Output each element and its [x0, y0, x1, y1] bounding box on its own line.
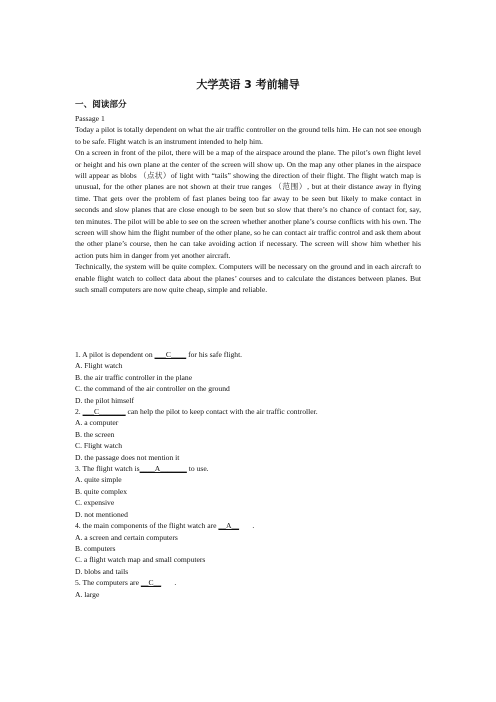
question-3-stem: 3. The flight watch is____A_______ to use.	[75, 464, 209, 474]
question-1-option-a: A. Flight watch	[75, 361, 123, 371]
question-2-option-d: D. the passage does not mention it	[75, 452, 180, 462]
question-2-stem: 2. ___C_______ can help the pilot to keep contact with the air traffic controller.	[75, 407, 318, 417]
question-1-stem: 1. A pilot is dependent on ___C____ for his safe flight.	[75, 350, 243, 359]
page-title: 大学英语 3 考前辅导	[196, 78, 300, 91]
passage-paragraph-3: Technically, the system will be quite complex. Computers will be necessary on the ground and in each aircraft to enable flight watch to collect data about the planes’ courses and to calculate the distances between planes. But such small computers are now quite cheap, simple and reliable.	[75, 262, 421, 295]
question-list	[75, 349, 421, 600]
question-1-option-b: B. the air traffic controller in the plane	[75, 372, 193, 382]
passage	[75, 113, 421, 296]
question-3-option-a: A. quite simple	[75, 475, 122, 485]
answer-blank: ____A_______	[139, 464, 187, 474]
question-2-option-a: A. a computer	[75, 418, 119, 428]
passage-label: Passage 1	[75, 114, 105, 123]
answer-blank: __C__	[140, 578, 162, 588]
question-3-option-d: D. not mentioned	[75, 509, 128, 519]
answer-blank: __A__	[218, 521, 240, 531]
question-4-option-a: A. a screen and certain computers	[75, 532, 178, 542]
question-4-stem: 4. the main components of the flight watch are __A__ .	[75, 521, 255, 531]
question-1-option-d: D. the pilot himself	[75, 395, 135, 405]
question-5-stem: 5. The computers are __C__ .	[75, 578, 177, 588]
question-1-option-c: C. the command of the air controller on the ground	[75, 384, 230, 394]
question-5-option-a: A. large	[75, 589, 100, 599]
question-4-option-b: B. computers	[75, 543, 116, 553]
passage-paragraph-1: Today a pilot is totally dependent on what the air traffic controller on the ground tells him. He can not see enough to be safe. Flight watch is an instrument intended to help him.	[75, 125, 421, 146]
answer-blank: ___C_______	[82, 407, 126, 417]
question-3-option-b: B. quite complex	[75, 486, 128, 496]
question-2-option-c: C. Flight watch	[75, 441, 123, 451]
question-3-option-c: C. expensive	[75, 498, 115, 508]
answer-blank: ___C____	[154, 350, 187, 359]
question-4-option-c: C. a flight watch map and small computers	[75, 555, 206, 565]
question-2-option-b: B. the screen	[75, 429, 115, 439]
passage-paragraph-2: On a screen in front of the pilot, there will be a map of the airspace around the plane. The pilot’s own flight level or height and his own plane at the center of the screen will show up. On the map any other planes in the airspace will appear as blobs （点状）of light with “tails” showing the direction of their flight. The flight watch map is unusual, for the other planes are not shown at their true ranges （范围）, but at their distance away in flying time. That gets over the problem of fast planes being too far away to be seen but likely to make contact in seconds and slow planes that are close enough to be seen but so slow that there’s no chance of contact for, say, ten minutes. The pilot will be able to see on the screen whether another plane’s course conflicts with his own. The screen will show him the flight number of the other plane, so he can contact air traffic control and ask them about the other plane’s course, then he can take avoiding action if necessary. The screen will show him whether his action puts him in danger from yet another aircraft.	[75, 148, 421, 260]
section-heading: 一、阅读部分	[75, 100, 127, 110]
question-4-option-d: D. blobs and tails	[75, 566, 129, 576]
